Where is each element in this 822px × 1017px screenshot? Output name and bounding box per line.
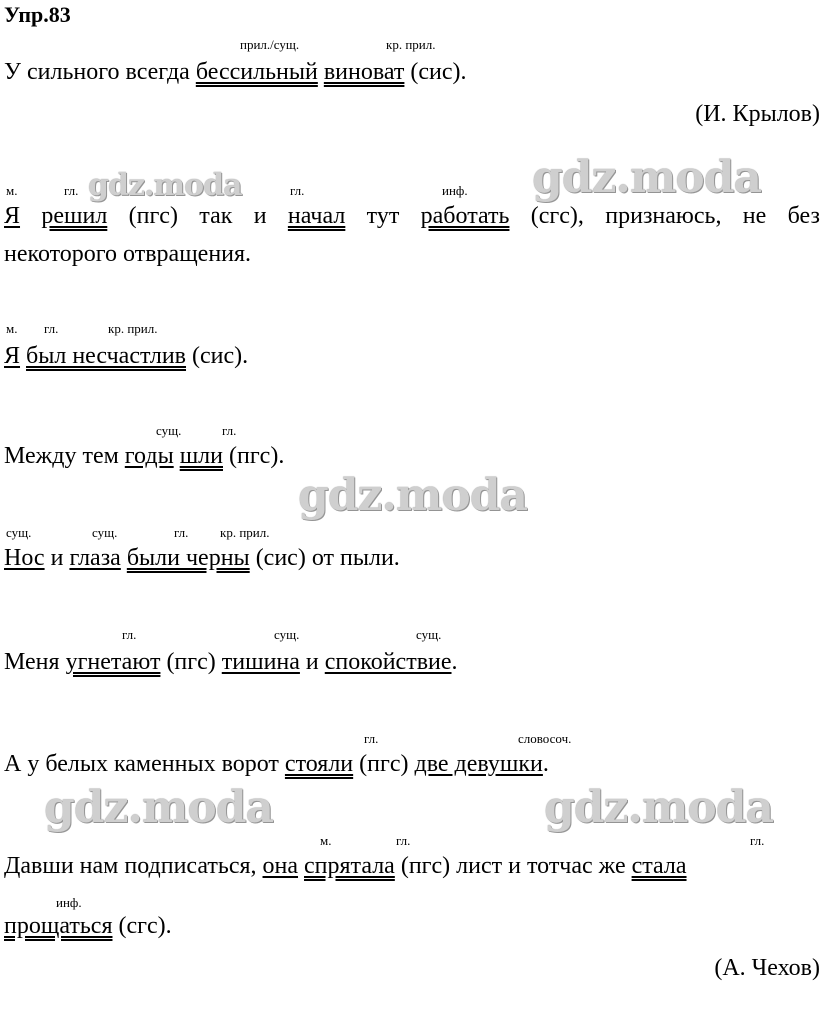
predicate-word: угнетают	[65, 649, 161, 675]
sentence-text: (сгс).	[112, 913, 172, 939]
word-label: инф.	[442, 183, 468, 198]
sentence-2-line-2: некоторого отвращения.	[4, 241, 252, 267]
sentence-text: .	[542, 751, 549, 777]
sentence-2-line-1	[4, 202, 820, 230]
sentence-text: (сгс),	[530, 203, 584, 229]
watermark-logo: gdz.moda	[44, 782, 274, 833]
word-label: м.	[320, 833, 332, 848]
watermark-logo: gdz.moda	[532, 152, 762, 203]
word-label: гл.	[396, 833, 411, 848]
word-label: гл.	[222, 423, 237, 438]
word-label: сущ.	[156, 423, 182, 438]
predicate-word: бессильный	[195, 59, 318, 85]
sentence-text: (пгс)	[128, 203, 178, 229]
subject-word: глаза	[69, 545, 121, 571]
sentence-text: и	[44, 545, 70, 571]
sentence-text: признаюсь,	[605, 203, 722, 229]
sentence-text: У сильного всегда	[4, 59, 196, 85]
sentence-5	[4, 544, 400, 572]
sentence-text: и	[299, 649, 325, 675]
word-label: гл.	[64, 183, 79, 198]
predicate-word: были черны	[126, 545, 250, 571]
sentence-text: без	[787, 203, 820, 229]
author-attribution: (А. Чехов)	[714, 955, 820, 981]
author-attribution: (И. Крылов)	[695, 101, 820, 127]
subject-word: две девушки	[414, 751, 543, 777]
word-label: словосоч.	[518, 731, 572, 746]
word-label: гл.	[122, 627, 137, 642]
sentence-text: (сис).	[186, 343, 249, 369]
sentence-text: .	[451, 649, 458, 675]
sentence-8-line-2	[4, 912, 172, 940]
word-label: сущ.	[416, 627, 442, 642]
sentence-text: (пгс)	[160, 649, 222, 675]
sentence-7	[4, 750, 549, 778]
watermark-logo: gdz.moda	[298, 470, 528, 521]
sentence-text: (пгс) лист и тотчас же	[394, 853, 632, 879]
subject-word: Я	[4, 203, 21, 229]
predicate-word: стала	[631, 853, 687, 879]
predicate-word: спрятала	[304, 853, 395, 879]
subject-word: тишина	[221, 649, 300, 675]
subject-word: годы	[124, 443, 174, 469]
word-label: гл.	[750, 833, 765, 848]
word-label: гл.	[44, 321, 59, 336]
sentence-text: не	[742, 203, 767, 229]
word-label: гл.	[290, 183, 305, 198]
sentence-3	[4, 342, 248, 370]
subject-word: Я	[4, 343, 21, 369]
sentence-8-line-1	[4, 852, 687, 880]
word-label: гл.	[174, 525, 189, 540]
sentence-text: Между тем	[4, 443, 125, 469]
word-label: сущ.	[274, 627, 300, 642]
word-label: м.	[6, 321, 18, 336]
word-label: прил./сущ.	[240, 37, 300, 52]
sentence-4	[4, 442, 284, 470]
watermark-logo: gdz.moda	[544, 782, 774, 833]
subject-word: она	[262, 853, 299, 879]
sentence-text: тут	[366, 203, 400, 229]
word-label: кр. прил.	[386, 37, 436, 52]
predicate-word: прощаться	[4, 913, 113, 939]
sentence-6	[4, 648, 458, 676]
sentence-text: и	[253, 203, 267, 229]
sentence-text: Меня	[4, 649, 66, 675]
sentence-text: (пгс).	[223, 443, 285, 469]
word-label: сущ.	[6, 525, 32, 540]
sentence-text: (сис) от пыли.	[249, 545, 400, 571]
exercise-title: Упр.83	[4, 2, 71, 27]
word-label: сущ.	[92, 525, 118, 540]
predicate-word: был несчастлив	[26, 343, 187, 369]
predicate-word: решил	[41, 203, 108, 229]
sentence-text: А у белых каменных ворот	[4, 751, 285, 777]
subject-word: Нос	[4, 545, 45, 571]
subject-word: спокойствие	[324, 649, 452, 675]
word-label: кр. прил.	[220, 525, 270, 540]
predicate-word: стояли	[284, 751, 354, 777]
predicate-word: работать	[420, 203, 510, 229]
sentence-text: (сис).	[404, 59, 467, 85]
watermark-logo: gdz.moda	[88, 168, 242, 203]
sentence-1	[4, 58, 467, 86]
sentence-text: (пгс)	[353, 751, 415, 777]
predicate-word: начал	[287, 203, 346, 229]
word-label: гл.	[364, 731, 379, 746]
word-label: инф.	[56, 895, 82, 910]
sentence-text: Давши нам подписаться,	[4, 853, 263, 879]
predicate-word: шли	[179, 443, 223, 469]
word-label: м.	[6, 183, 18, 198]
word-label: кр. прил.	[108, 321, 158, 336]
predicate-word: виноват	[323, 59, 405, 85]
sentence-text: так	[199, 203, 233, 229]
